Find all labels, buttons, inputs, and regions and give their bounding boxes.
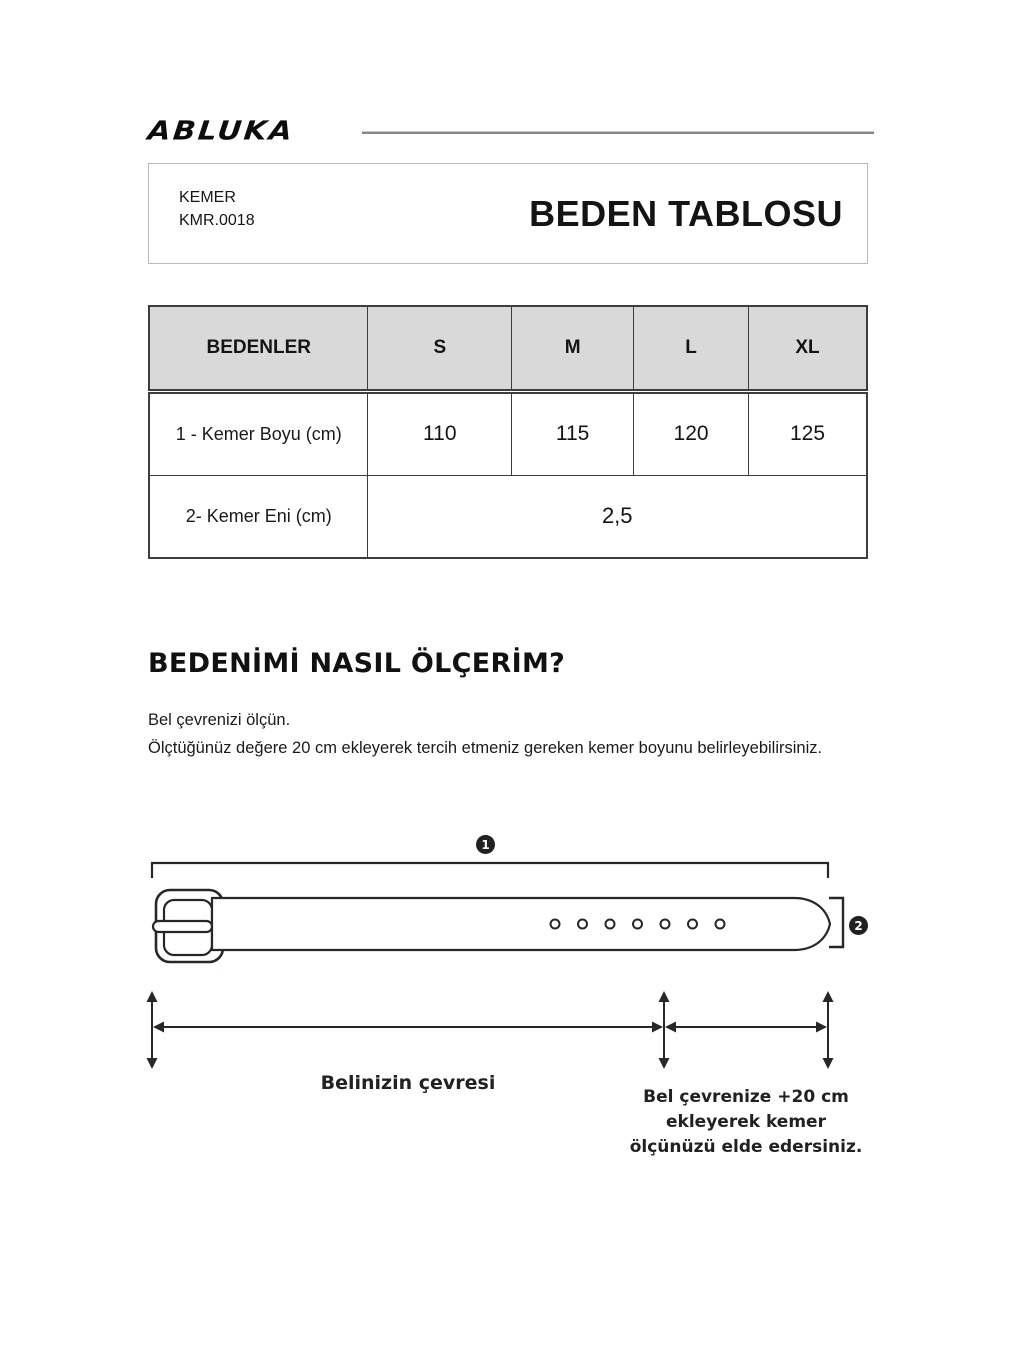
belt-size-label [596,1085,896,1160]
vertical-arrowheads [147,991,834,1069]
row-label-kemer-boyu: 1 - Kemer Boyu (cm) [149,391,368,475]
belt-size-label-line-2: ekleyerek kemer [666,1112,826,1132]
belt-size-label-line-3: ölçünüzü elde edersiniz. [629,1137,863,1157]
diagram-marker-2: 2 [849,916,868,935]
length-bracket [152,863,828,878]
value-boyu-xl: 125 [749,391,868,475]
value-boyu-m: 115 [512,391,634,475]
vertical-arrows [152,1000,828,1060]
brand-logo: ABLUKA [146,115,296,146]
col-header-bedenler: BEDENLER [149,306,368,391]
product-code: KMR.0018 [179,212,255,229]
belt-strap [212,898,830,950]
page-title: BEDEN TABLOSU [529,192,843,234]
diagram-marker-1: 1 [476,835,495,854]
width-bracket [829,898,843,947]
howto-line-2: Ölçtüğünüz değere 20 cm ekleyerek tercih etmeniz gereken kemer boyunu belirleyebilirsiniz. [148,739,823,757]
row-label-kemer-eni: 2- Kemer Eni (cm) [149,475,368,558]
product-name: KEMER [179,189,236,206]
value-eni-merged: 2,5 [368,475,867,558]
col-header-m: M [512,306,634,391]
howto-line-1: Bel çevrenizi ölçün. [148,711,291,729]
howto-heading: BEDENİMİ NASIL ÖLÇERİM? [148,648,566,679]
col-header-xl: XL [749,306,868,391]
buckle-prong [153,921,212,932]
col-header-l: L [634,306,749,391]
value-boyu-s: 110 [368,391,512,475]
value-boyu-l: 120 [634,391,749,475]
col-header-s: S [368,306,512,391]
belt-size-label-line-1: Bel çevrenize +20 cm [643,1087,849,1107]
waist-label: Belinizin çevresi [320,1072,496,1094]
